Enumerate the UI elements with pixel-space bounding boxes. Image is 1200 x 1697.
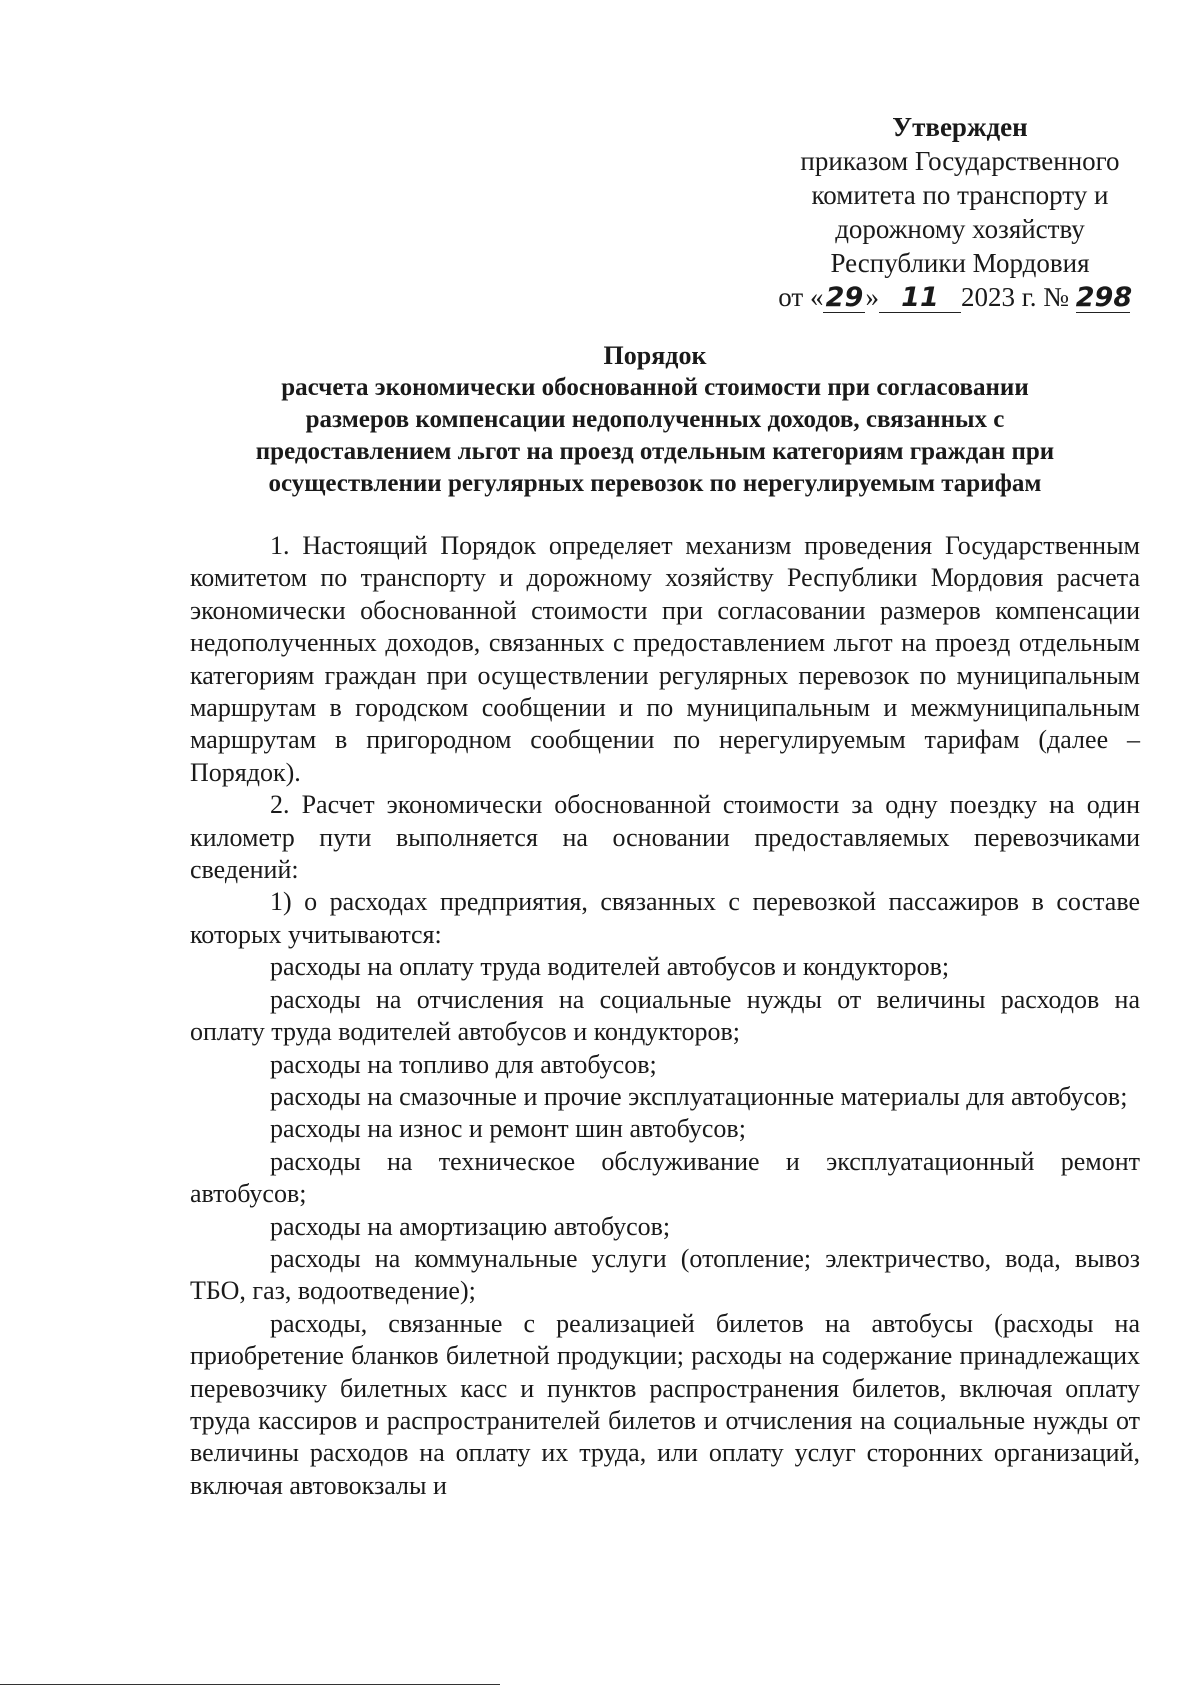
list-item: расходы на смазочные и прочие эксплуатационные материалы для автобусов;	[270, 1081, 1128, 1111]
title-line-3: предоставлением льгот на проезд отдельным категориям граждан при	[255, 438, 1055, 465]
document-body	[190, 530, 1140, 1502]
list-item: расходы на отчисления на социальные нужды от величины расходов на оплату труда водителей автобусов и кондукторов;	[190, 984, 1140, 1047]
list-item: расходы на техническое обслуживание и эксплуатационный ремонт автобусов;	[190, 1146, 1140, 1209]
approval-line-3: дорожному хозяйству	[835, 214, 1085, 244]
list-item: расходы на топливо для автобусов;	[270, 1049, 657, 1079]
handwritten-month: 11	[879, 284, 961, 313]
approval-line-2: комитета по транспорту и	[811, 180, 1109, 210]
approval-line-4: Республики Мордовия	[830, 248, 1090, 278]
handwritten-order-number: 298	[1075, 282, 1133, 313]
approval-date-line	[764, 280, 1144, 314]
approval-line-1: приказом Государственного	[800, 146, 1120, 176]
list-item: расходы на оплату труда водителей автобусов и кондукторов;	[270, 952, 950, 982]
approval-heading: Утвержден	[892, 112, 1028, 142]
list-item: расходы на амортизацию автобусов;	[270, 1211, 671, 1241]
list-item: расходы на износ и ремонт шин автобусов;	[270, 1114, 746, 1144]
paragraph-1: 1. Настоящий Порядок определяет механизм проведения Государственным комитетом по транспорту и дорожному хозяйству Республики Мордовия расчета экономически обоснованной стоимости при согласовании размеров компенсации недополученных доходов, связанных с предоставлением льгот на проезд отдельным категориям граждан при осуществлении регулярных перевозок по муниципальным маршрутам в городском сообщении и по муниципальным и межмуниципальным маршрутам в пригородном сообщении по нерегулируемым тарифам (далее – Порядок).	[190, 531, 1140, 787]
paragraph-3: 1) о расходах предприятия, связанных с перевозкой пассажиров в составе которых учитываются:	[190, 887, 1140, 949]
title-heading: Порядок	[603, 341, 707, 370]
date-year: 2023 г. №	[960, 282, 1069, 312]
document-title	[195, 340, 1115, 500]
paragraph-2: 2. Расчет экономически обоснованной стоимости за одну поездку на один километр пути выполняется на основании предоставляемых перевозчиками сведений:	[190, 790, 1140, 885]
title-line-2: размеров компенсации недополученных доходов, связанных с	[305, 406, 1005, 433]
footer-rule	[0, 1684, 500, 1685]
handwritten-day: 29	[823, 284, 865, 313]
approval-block	[770, 110, 1150, 314]
list-item: расходы на коммунальные услуги (отопление; электричество, вода, вывоз ТБО, газ, водоотведение);	[190, 1243, 1140, 1306]
date-mid: »	[865, 282, 879, 312]
title-line-1: расчета экономически обоснованной стоимости при согласовании	[281, 374, 1029, 401]
list-item: расходы, связанные с реализацией билетов на автобусы (расходы на приобретение бланков билетной продукции; расходы на содержание принадлежащих перевозчику билетных касс и пунктов распространения билетов, включая оплату труда кассиров и распространителей билетов и отчисления на социальные нужды от величины расходов на оплату их труда, или оплату услуг сторонних организаций, включая автовокзалы и	[190, 1308, 1140, 1500]
date-prefix: от «	[778, 282, 824, 312]
title-line-4: осуществлении регулярных перевозок по нерегулируемым тарифам	[268, 470, 1042, 497]
